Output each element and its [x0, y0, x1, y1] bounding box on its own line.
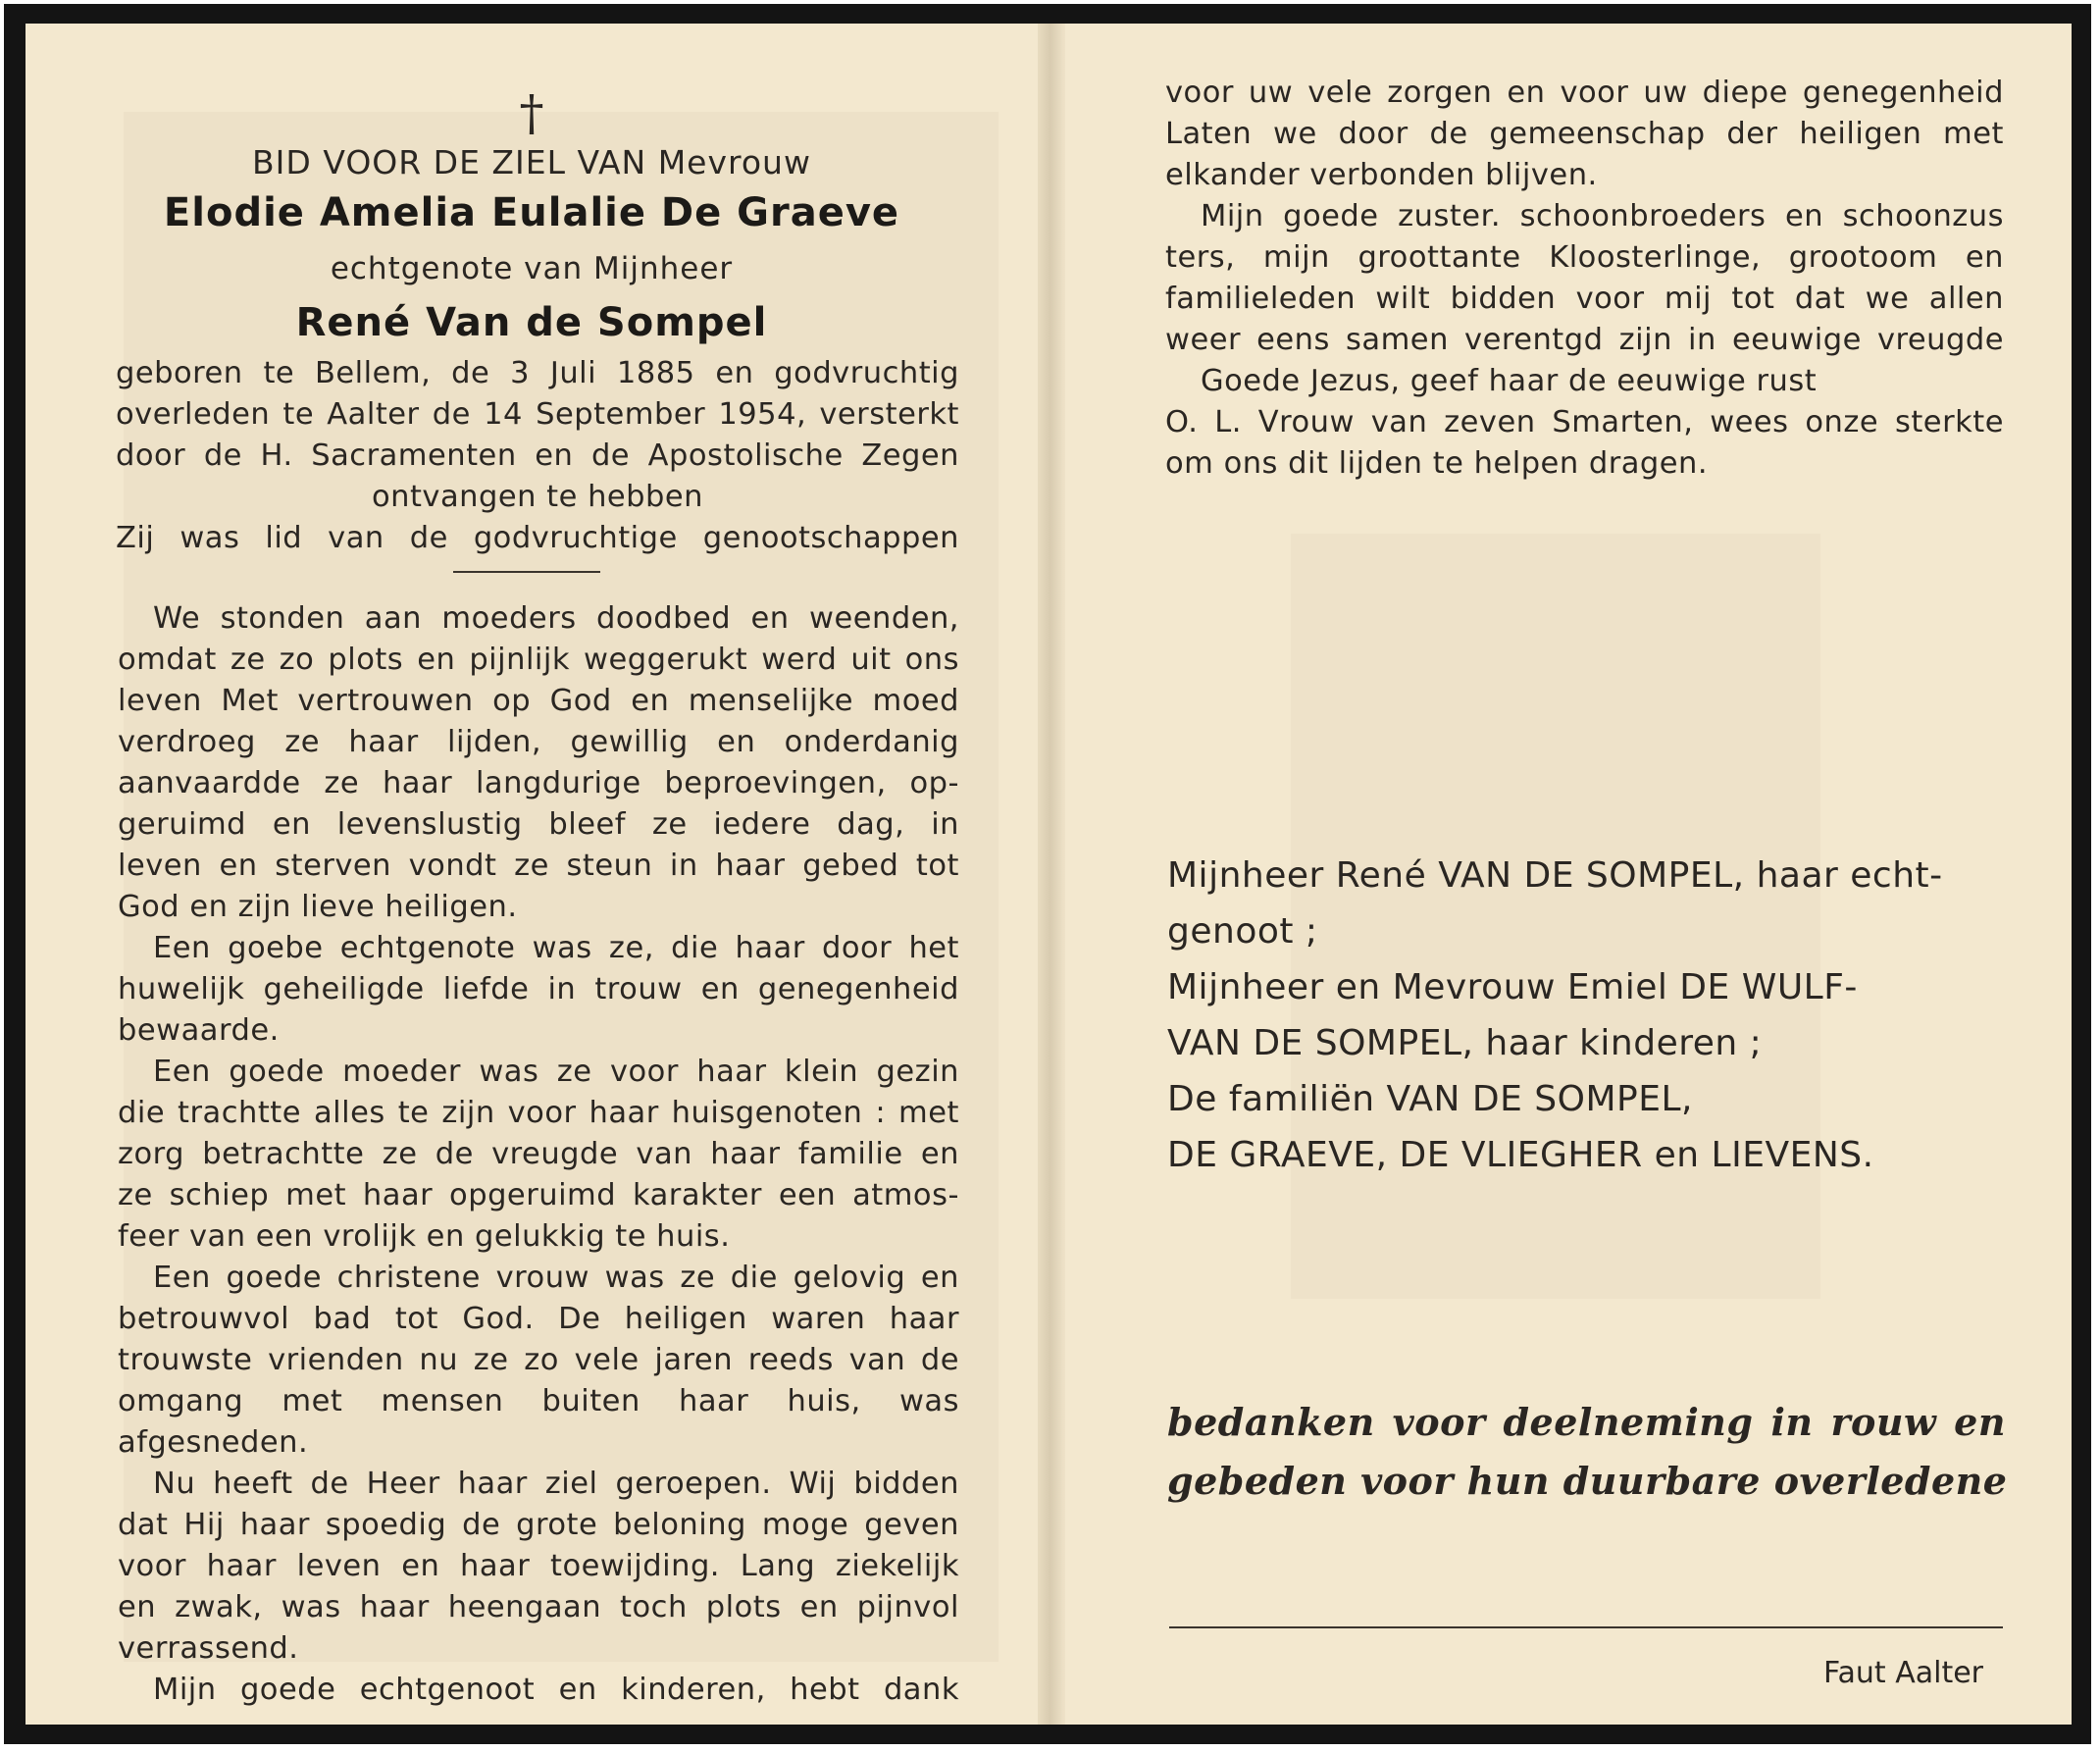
family-line: VAN DE SOMPEL, haar kinderen ; [1167, 1023, 1763, 1063]
text-line: huwelijk geheiligde liefde in trouw en genegenheid [118, 972, 959, 1006]
text-line: leven en sterven vondt ze steun in haar gebed tot [118, 849, 959, 883]
text-line: omgang met mensen buiten haar huis, was [118, 1384, 959, 1418]
cross-icon: † [519, 84, 544, 141]
thanks-line: gebeden voor hun duurbare overledene [1167, 1459, 2008, 1503]
bio-line: geboren te Bellem, de 3 Juli 1885 en godvruchtig [116, 356, 959, 390]
text-line: Laten we door de gemeenschap der heiligen met [1165, 117, 2004, 151]
bio-line: Zij was lid van de godvruchtige genootschappen [116, 521, 959, 555]
text-line: Mijn goede zuster. schoonbroeders en schoonzus [1201, 199, 2004, 233]
text-line: God en zijn lieve heiligen. [118, 890, 518, 924]
text-line: O. L. Vrouw van zeven Smarten, wees onze sterkte [1165, 405, 2004, 439]
text-line: trouwste vrienden nu ze zo vele jaren reeds van de [118, 1343, 959, 1377]
bio-line: overleden te Aalter de 14 September 1954, versterkt [116, 397, 959, 432]
text-line: We stonden aan moeders doodbed en weenden, [153, 601, 959, 636]
footer-rule [1169, 1626, 2003, 1628]
text-line: Goede Jezus, geef haar de eeuwige rust [1201, 364, 1818, 398]
text-line: verrassend. [118, 1631, 299, 1666]
thanks-line: bedanken voor deelneming in rouw en [1167, 1400, 2006, 1444]
divider [453, 571, 600, 573]
text-line: voor uw vele zorgen en voor uw diepe genegenheid [1165, 76, 2004, 110]
family-line: DE GRAEVE, DE VLIEGHER en LIEVENS. [1167, 1135, 1874, 1175]
text-line: om ons dit lijden te helpen dragen. [1165, 446, 1709, 481]
text-line: zorg betrachtte ze de vreugde van haar familie en [118, 1137, 959, 1171]
text-line: elkander verbonden blijven. [1165, 158, 1598, 192]
text-line: geruimd en levenslustig bleef ze iedere dag, in [118, 807, 959, 842]
text-line: weer eens samen verentgd zijn in eeuwige vreugde [1165, 323, 2004, 357]
text-line: betrouwvol bad tot God. De heiligen waren haar [118, 1302, 959, 1336]
text-line: die trachtte alles te zijn voor haar huisgenoten : met [118, 1096, 959, 1130]
text-line: voor haar leven en haar toewijding. Lang ziekelijk [118, 1549, 959, 1583]
text-line: dat Hij haar spoedig de grote beloning moge geven [118, 1508, 959, 1542]
text-line: feer van een vrolijk en gelukkig te huis. [118, 1219, 731, 1254]
biography [116, 353, 959, 559]
bio-line: ontvangen te hebben [371, 480, 703, 514]
spouse-intro: echtgenote van Mijnheer [330, 251, 734, 286]
printer-imprint: Faut Aalter [1823, 1656, 1983, 1690]
right-page [1065, 24, 2072, 1725]
family-list [1167, 848, 2011, 1183]
thanks-note [1167, 1393, 2006, 1511]
family-line: De familiën VAN DE SOMPEL, [1167, 1079, 1693, 1119]
eulogy-right [1165, 73, 2004, 485]
text-line: Nu heeft de Heer haar ziel geroepen. Wij bidden [153, 1467, 959, 1501]
text-line: ze schiep met haar opgeruimd karakter een atmos- [118, 1178, 959, 1212]
family-line: Mijnheer René VAN DE SOMPEL, haar echt- [1167, 855, 1943, 896]
text-line: Een goede moeder was ze voor haar klein gezin [153, 1055, 959, 1089]
bio-line: door de H. Sacramenten en de Apostolische Zegen [116, 438, 959, 473]
text-line: Een goede christene vrouw was ze die gelovig en [153, 1261, 959, 1295]
family-line: genoot ; [1167, 911, 1318, 952]
left-page [26, 24, 1038, 1725]
text-line: Mijn goede echtgenoot en kinderen, hebt dank [153, 1673, 959, 1707]
text-line: afgesneden. [118, 1425, 309, 1460]
prayer-intro: BID VOOR DE ZIEL VAN Mevrouw [252, 143, 811, 181]
text-line: aanvaardde ze haar langdurige beproevingen, op- [118, 766, 959, 800]
text-line: verdroeg ze haar lijden, gewillig en onderdanig [118, 725, 959, 759]
text-line: ters, mijn groottante Kloosterlinge, grootoom en [1165, 240, 2004, 275]
memorial-card [4, 4, 2091, 1744]
deceased-name: Elodie Amelia Eulalie De Graeve [163, 190, 900, 235]
text-line: leven Met vertrouwen op God en menselijke moed [118, 684, 959, 718]
text-line: omdat ze zo plots en pijnlijk weggerukt werd uit ons [118, 643, 959, 677]
text-line: familieleden wilt bidden voor mij tot dat we allen [1165, 282, 2004, 316]
family-line: Mijnheer en Mevrouw Emiel DE WULF- [1167, 967, 1858, 1007]
eulogy-left [118, 598, 959, 1711]
text-line: bewaarde. [118, 1013, 280, 1048]
text-line: Een goebe echtgenote was ze, die haar door het [153, 931, 959, 965]
card-fold [1038, 24, 1065, 1725]
text-line: en zwak, was haar heengaan toch plots en pijnvol [118, 1590, 959, 1624]
spouse-name: René Van de Sompel [295, 300, 768, 345]
